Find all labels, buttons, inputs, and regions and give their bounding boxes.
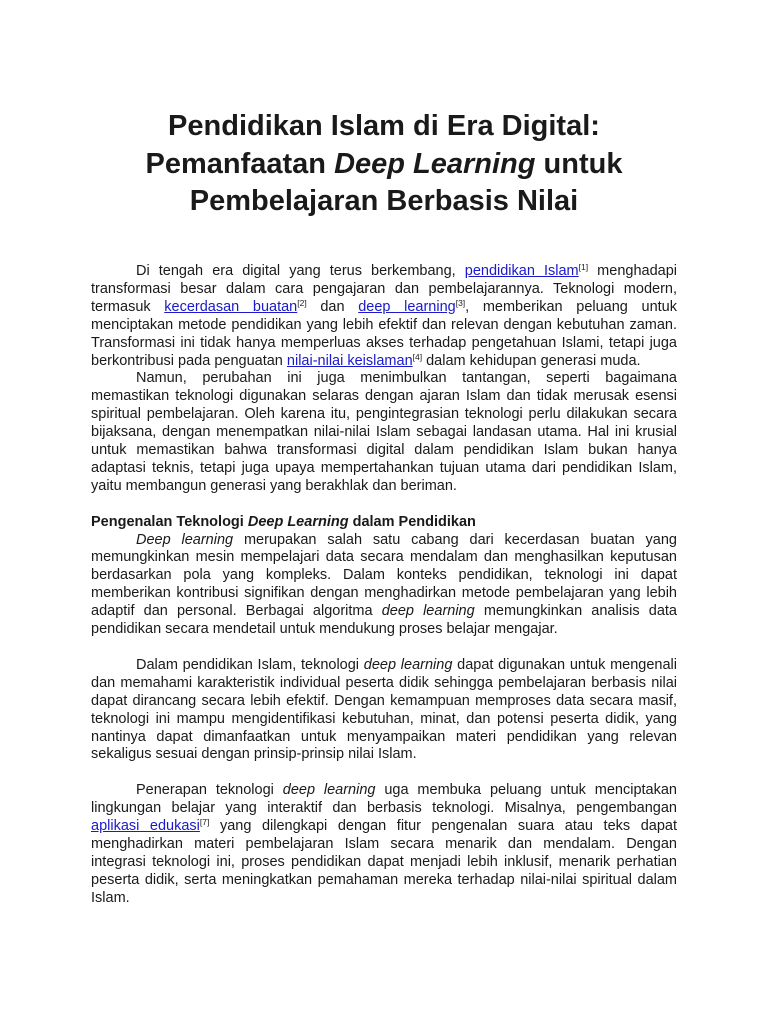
paragraph-text: Dalam pendidikan Islam, teknologi [136, 656, 364, 673]
emphasis-term: deep learning [282, 782, 376, 799]
link-pendidikan-islam[interactable]: pendidikan Islam [464, 263, 579, 279]
paragraph-text: memungkinkan analisis data pendidikan secara mendetail untuk mendukung proses belajar mengajar. [91, 603, 677, 638]
footnote-ref[interactable]: [4] [412, 351, 423, 362]
document-body [91, 263, 677, 908]
link-aplikasi-edukasi[interactable]: aplikasi edukasi [91, 818, 200, 835]
title-line-1: Pendidikan Islam di Era Digital: [168, 110, 600, 142]
footnote-ref[interactable]: [3] [455, 297, 466, 308]
heading-text: Pengenalan Teknologi [91, 513, 248, 530]
paragraph-text: uga membuka peluang untuk menciptakan lingkungan belajar yang interaktif dan berbasis teknologi. Misalnya, pengembangan [91, 782, 677, 817]
paragraph-text: dan [306, 298, 359, 315]
paragraph-challenges: Namun, perubahan ini juga menimbulkan tantangan, seperti bagaimana memastikan teknologi digunakan selaras dengan ajaran Islam dan tidak merusak esensi spiritual pembelajaran. Oleh karena itu, pengintegrasian teknologi perlu dilakukan secara bijaksana, dengan menempatkan nilai-nilai Islam sebagai landasan utama. Hal ini krusial untuk memastikan bahwa transformasi digital dalam pendidikan Islam bukan hanya adaptasi teknis, tetapi juga upaya mempertahankan tujuan utama dari pendidikan Islam, yaitu membangun generasi yang berakhlak dan beriman. [91, 370, 677, 494]
paragraph-text: Penerapan teknologi [136, 782, 283, 799]
title-line-2-post: untuk [535, 147, 623, 180]
paragraph-text: dalam kehidupan generasi muda. [422, 352, 641, 369]
paragraph-text: yang dilengkapi dengan fitur pengenalan suara atau teks dapat menghadirkan materi pembelajaran Islam secara menarik dan mendalam. Dengan integrasi teknologi ini, proses pendidikan dapat menjadi lebih inklusif, menarik perhatian peserta didik, serta meningkatkan pemahaman mereka terhadap nilai-nilai spiritual dalam Islam. [91, 818, 677, 906]
paragraph-text: dapat digunakan untuk mengenali dan memahami karakteristik individual peserta didik sehingga pembelajaran berbasis nilai dapat dirancang secara lebih efektif. Dengan kemampuan memproses data secara masif, teknologi ini mampu mengidentifikasi kebutuhan, minat, dan potensi peserta didik, yang nantinya dapat dimanfaatkan untuk menyampaikan materi pendidikan yang relevan sekaligus sesuai dengan prinsip-prinsip nilai Islam. [91, 656, 677, 763]
title-line-2-emphasis: Deep Learning [334, 147, 536, 180]
link-kecerdasan-buatan[interactable]: kecerdasan buatan [164, 298, 298, 315]
paragraph-deep-learning-definition [91, 532, 677, 639]
section-heading [91, 514, 677, 532]
emphasis-term: deep learning [381, 603, 475, 620]
footnote-ref[interactable]: [7] [199, 817, 210, 828]
paragraph-intro [91, 263, 677, 370]
link-deep-learning[interactable]: deep learning [358, 298, 456, 315]
paragraph-islamic-education [91, 657, 677, 764]
link-nilai-nilai-keislaman[interactable]: nilai-nilai keislaman [286, 352, 413, 369]
emphasis-term: Deep learning [136, 531, 234, 548]
title-line-2-pre: Pemanfaatan [145, 147, 335, 180]
footnote-ref[interactable]: [1] [578, 262, 589, 272]
paragraph-application [91, 782, 677, 907]
emphasis-term: deep learning [363, 656, 453, 673]
paragraph-text: merupakan salah satu cabang dari kecerdasan buatan yang memungkinkan mesin mempelajari data secara mendalam dan menghasilkan keputusan berdasarkan pola yang kompleks. Dalam konteks pendidikan, teknologi ini dapat memberikan kontribusi signifikan dengan menghadirkan metode pembelajaran yang lebih adaptif dan personal. Berbagai algoritma [91, 531, 677, 620]
paragraph-text: menghadapi transformasi besar dalam cara pengajaran dan pembelajarannya. Teknologi modern, termasuk [91, 263, 677, 315]
footnote-ref[interactable]: [2] [297, 297, 307, 308]
title-line-3: Pembelajaran Berbasis Nilai [189, 185, 579, 217]
paragraph-text: Di tengah era digital yang terus berkembang, [136, 263, 465, 279]
heading-text: dalam Pendidikan [348, 513, 476, 530]
paragraph-text: , memberikan peluang untuk menciptakan metode pendidikan yang lebih efektif dan relevan dengan kebutuhan zaman. Transformasi ini tidak hanya memperluas akses terhadap pengetahuan Islami, tetapi juga berkontribusi pada penguatan [91, 298, 677, 369]
document-title [90, 108, 678, 221]
heading-emphasis: Deep Learning [247, 513, 349, 530]
